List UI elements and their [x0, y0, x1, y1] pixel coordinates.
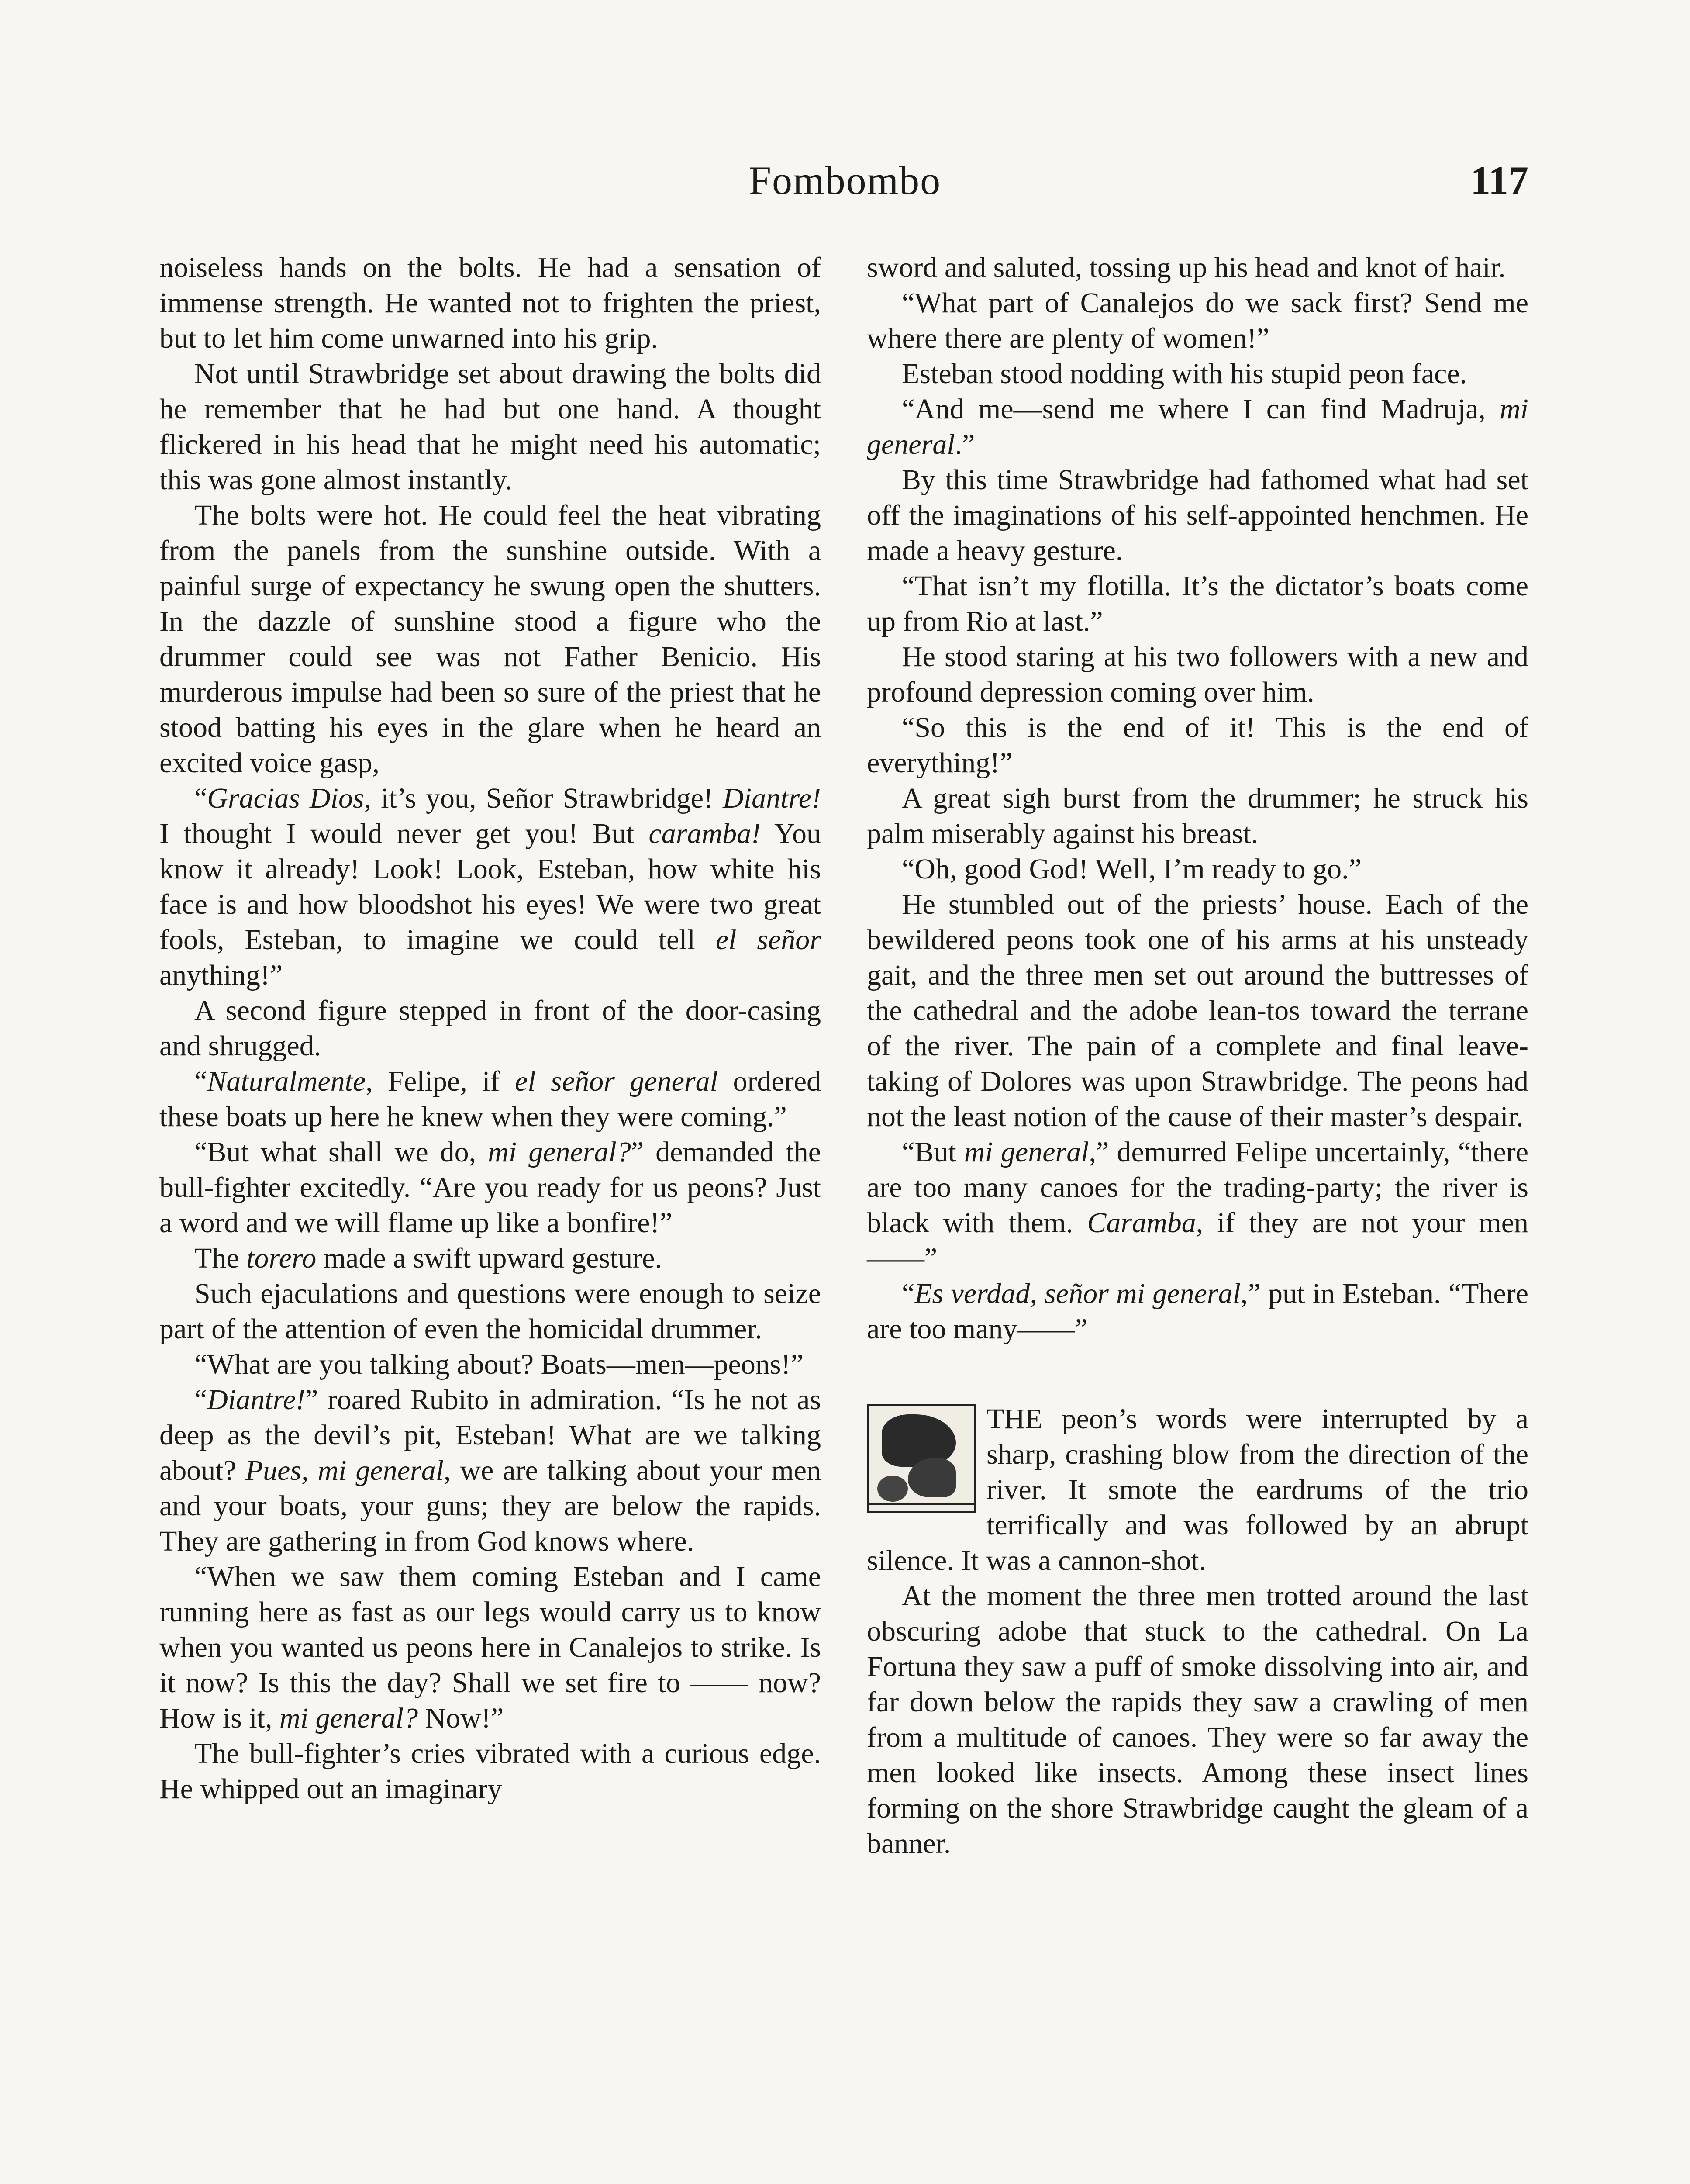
italic-text-run: el señor general: [515, 1065, 718, 1097]
paragraph: [159, 1559, 821, 1736]
text-run: At the moment the three men trotted around the last obscuring adobe that stuck to the cathedral. On La Fortuna they saw a puff of smoke dissolving into air, and far down below the rapids they saw a crawling of men from a multitude of canoes. They were so far away the men looked like insects. Among these insect lines forming on the shore Strawbridge caught the gleam of a banner.: [867, 1580, 1528, 1859]
italic-text-run: Diantre!: [207, 1384, 306, 1416]
page-number: 117: [1470, 158, 1528, 203]
text-run: , we are talking about your men and your boats, your guns; they are below the rapids. They are gathering in from God knows where.: [159, 1455, 821, 1557]
italic-text-run: Gracias Dios: [207, 782, 364, 814]
italic-text-run: Pues, mi general: [245, 1455, 444, 1486]
text-run: “: [194, 1065, 207, 1097]
text-run: “Oh, good God! Well, I’m ready to go.”: [902, 853, 1362, 885]
text-run: “That isn’t my flotilla. It’s the dictator’s boats come up from Rio at last.”: [867, 570, 1528, 637]
paragraph: [159, 1241, 821, 1276]
right-column-text: [867, 250, 1528, 1347]
italic-text-run: mi general: [964, 1136, 1089, 1168]
text-run: I thought I would never get you! But: [159, 818, 649, 850]
text-run: “But what shall we do,: [194, 1136, 488, 1168]
section-break: [867, 1347, 1528, 1401]
text-run: Now!”: [418, 1702, 504, 1734]
italic-text-run: torero: [246, 1242, 317, 1274]
paragraph: [867, 391, 1528, 462]
text-run: The bolts were hot. He could feel the heat vibrating from the panels from the sunshine outside. With a painful surge of expectancy he swung open the shutters. In the dazzle of sunshine stood a figure who the drummer could see was not Father Benicio. His murderous impulse had been so sure of the priest that he stood batting his eyes in the glare when he heard an excited voice gasp,: [159, 499, 821, 779]
text-run: “But: [902, 1136, 964, 1168]
text-run: He stood staring at his two followers with a new and profound depression coming over him.: [867, 641, 1528, 708]
paragraph: [867, 285, 1528, 356]
text-run: A great sigh burst from the drummer; he struck his palm miserably against his breast.: [867, 782, 1528, 850]
text-run: “When we saw them coming Esteban and I came running here as fast as our legs would carry us to know when you wanted us peons here in Canalejos to strike. Is it now? Is this the day? Shall we set fire to —— now? How is it,: [159, 1561, 821, 1734]
paragraph: [867, 356, 1528, 391]
text-run: “And me—send me where I can find Madruja,: [902, 393, 1500, 425]
paragraph: [867, 568, 1528, 639]
text-run: ,” demurred Felipe uncertainly, “there are too many canoes for the trading-party; the river is black with them.: [867, 1136, 1529, 1239]
paragraph: [159, 1347, 821, 1382]
paragraph: [867, 250, 1528, 285]
text-run: Not until Strawbridge set about drawing the bolts did he remember that he had but one hand. A thought flickered in his head that he might need his automatic; this was gone almost instantly.: [159, 358, 821, 496]
text-run: “So this is the end of it! This is the end of everything!”: [867, 712, 1528, 779]
section-text: [867, 1401, 1528, 1861]
text-run: By this time Strawbridge had fathomed what had set off the imaginations of his self-appointed henchmen. He made a heavy gesture.: [867, 464, 1528, 567]
text-run: “What part of Canalejos do we sack first? Send me where there are plenty of women!”: [867, 287, 1528, 354]
text-run: anything!”: [159, 959, 283, 991]
text-run: made a swift upward gesture.: [316, 1242, 662, 1274]
paragraph: [867, 1134, 1528, 1276]
paragraph: [867, 781, 1528, 851]
italic-text-run: mi general?: [488, 1136, 631, 1168]
italic-text-run: Naturalmente: [207, 1065, 366, 1097]
paragraph: [159, 781, 821, 993]
text-run: “: [194, 1384, 207, 1416]
text-run: Such ejaculations and questions were enough to seize part of the attention of even the homicidal drummer.: [159, 1278, 821, 1345]
paragraph: [159, 1382, 821, 1559]
text-run: sword and saluted, tossing up his head and knot of hair.: [867, 252, 1506, 283]
paragraph: [867, 1578, 1528, 1861]
paragraph: [867, 462, 1528, 568]
paragraph: [867, 639, 1528, 710]
italic-text-run: Diantre!: [723, 782, 821, 814]
italic-text-run: mi general?: [279, 1702, 418, 1734]
paragraph: [867, 1276, 1528, 1347]
drop-cap-illustration-icon: [867, 1404, 976, 1513]
text-run: “: [194, 782, 207, 814]
page-header-title: Fombombo: [748, 158, 942, 203]
text-run: ordered these boats up here he knew when they were coming.”: [159, 1065, 821, 1133]
paragraph: [159, 498, 821, 781]
italic-text-run: mi general: [867, 393, 1528, 460]
text-run: “What are you talking about? Boats—men—peons!”: [194, 1348, 804, 1380]
paragraph: [159, 1276, 821, 1347]
paragraph: [159, 993, 821, 1064]
text-run: noiseless hands on the bolts. He had a sensation of immense strength. He wanted not to frighten the priest, but to let him come unwarned into his grip.: [159, 252, 821, 354]
paragraph: [159, 1736, 821, 1807]
text-run: A second figure stepped in front of the door-casing and shrugged.: [159, 995, 821, 1062]
text-run: , if they are not your men——”: [867, 1207, 1528, 1274]
italic-text-run: el señor: [715, 924, 821, 956]
paragraph: [867, 710, 1528, 781]
text-run: , it’s you, Señor Strawbridge!: [364, 782, 723, 814]
text-run: .”: [955, 429, 975, 460]
paragraph: [867, 887, 1528, 1134]
paragraph: [159, 250, 821, 356]
text-run: Esteban stood nodding with his stupid peon face.: [902, 358, 1467, 390]
text-run: You know it already! Look! Look, Esteban, how white his face is and how bloodshot his eyes! We were two great fools, Esteban, to imagine we could tell: [159, 818, 821, 956]
text-run: “: [902, 1278, 915, 1310]
paragraph: [159, 1134, 821, 1241]
text-run: ” roared Rubito in admiration. “Is he not as deep as the devil’s pit, Esteban! What are we talking about?: [159, 1384, 821, 1486]
text-run: THE peon’s words were interrupted by a sharp, crashing blow from the direction of the river. It smote the eardrums of the trio terrifically and was followed by an abrupt silence. It was a cannon-shot.: [867, 1403, 1528, 1576]
text-run: ,” put in Esteban. “There are too many——”: [867, 1278, 1528, 1345]
text-run: , Felipe, if: [366, 1065, 515, 1097]
text-run: The: [194, 1242, 247, 1274]
text-run: The bull-fighter’s cries vibrated with a curious edge. He whipped out an imaginary: [159, 1738, 821, 1805]
paragraph: [159, 356, 821, 498]
text-run: ” demanded the bull-fighter excitedly. “Are you ready for us peons? Just a word and we will flame up like a bonfire!”: [159, 1136, 821, 1239]
italic-text-run: Es verdad, señor mi general: [914, 1278, 1241, 1310]
paragraph: [159, 1064, 821, 1134]
text-run: He stumbled out of the priests’ house. Each of the bewildered peons took one of his arms at his unsteady gait, and the three men set out around the buttresses of the cathedral and the adobe lean-tos toward the terrane of the river. The pain of a complete and final leave-taking of Dolores was upon Strawbridge. The peons had not the least notion of the cause of their master’s despair.: [867, 888, 1528, 1133]
right-column: [867, 250, 1528, 1861]
italic-text-run: caramba!: [648, 818, 761, 850]
italic-text-run: Caramba: [1087, 1207, 1196, 1239]
left-column: [159, 250, 821, 1807]
paragraph: [867, 851, 1528, 887]
